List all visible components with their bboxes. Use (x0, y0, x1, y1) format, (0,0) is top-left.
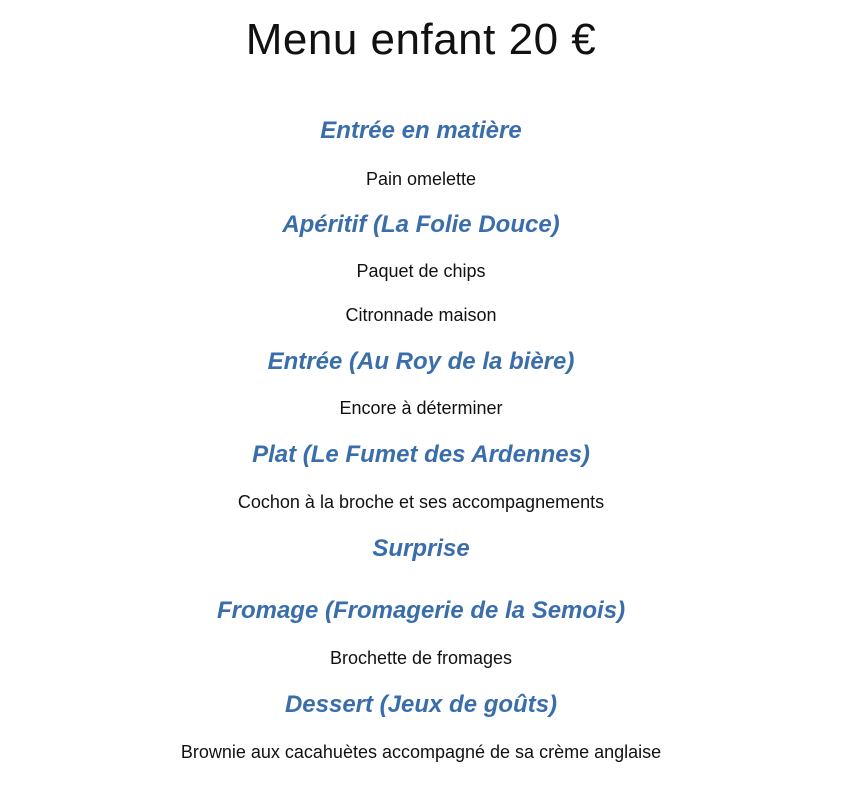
page-title: Menu enfant 20 € (245, 15, 597, 64)
section-heading-aperitif: Apéritif (La Folie Douce) (282, 211, 560, 238)
menu-item: Pain omelette (365, 169, 477, 189)
menu-item: Citronnade maison (345, 305, 497, 325)
menu-item: Cochon à la broche et ses accompagnements (237, 492, 605, 512)
menu-item: Brownie aux cacahuètes accompagné de sa crème anglaise (180, 742, 662, 762)
menu-item: Brochette de fromages (329, 648, 513, 668)
section-heading-plat: Plat (Le Fumet des Ardennes) (252, 441, 590, 468)
menu-item: Encore à déterminer (339, 398, 503, 418)
menu-item: Paquet de chips (356, 261, 486, 281)
section-heading-dessert: Dessert (Jeux de goûts) (284, 691, 558, 718)
section-heading-entree-en-matiere: Entrée en matière (320, 117, 522, 144)
section-heading-surprise: Surprise (372, 535, 470, 562)
section-heading-fromage: Fromage (Fromagerie de la Semois) (216, 597, 626, 624)
section-heading-entree: Entrée (Au Roy de la bière) (267, 348, 575, 375)
